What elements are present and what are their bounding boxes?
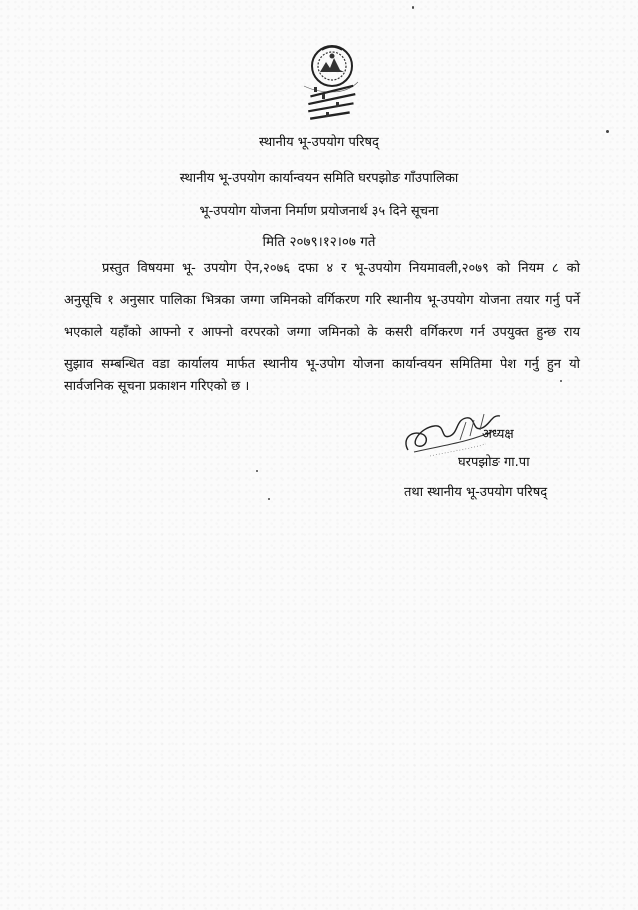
notice-date: मिति २०७९।१२।०७ गते [262,234,376,250]
body-line-1: प्रस्तुत विषयमा भू- उपयोग ऐन,२०७६ दफा ४ र भू-उपयोग नियमावली,२०७९ को नियम ८ को [102,261,580,276]
signatory-role: अध्यक्ष [482,427,514,442]
body-line-3: भएकाले यहाँको आफ्नो र आफ्नो वरपरको जग्गा जमिनको के कसरी वर्गिकरण गर्न उपयुक्त हुन्छ राय [64,325,580,340]
signatory-office: घरपझोङ गा.पा [458,455,530,470]
scan-speck [256,470,258,472]
seal-emblem-icon [296,42,368,137]
scan-speck [560,380,562,382]
body-line-4: सुझाव सम्बन्धित वडा कार्यालय मार्फत स्थानीय भू-उपोग योजना कार्यान्वयन समितिमा पेश गर्नु हुन यो [64,357,580,372]
signatory-council: तथा स्थानीय भू-उपयोग परिषद् [404,485,548,500]
scan-speck [412,6,414,9]
notice-title: भू-उपयोग योजना निर्माण प्रयोजनार्थ ३५ दिने सूचना [199,204,439,219]
municipality-seal-logo [296,42,368,137]
body-line-5: सार्वजनिक सूचना प्रकाशन गरिएको छ । [64,379,250,394]
body-line-2: अनुसूचि १ अनुसार पालिका भित्रका जग्गा जमिनको वर्गिकरण गरि स्थानीय भू-उपयोग योजना तयार गर्नु पर्ने [64,293,580,308]
scan-speck [606,130,609,133]
scan-speck [268,498,270,500]
committee-heading: स्थानीय भू-उपयोग कार्यान्वयन समिति घरपझोङ गाँउपालिका [179,171,459,186]
council-heading: स्थानीय भू-उपयोग परिषद् [259,135,379,150]
